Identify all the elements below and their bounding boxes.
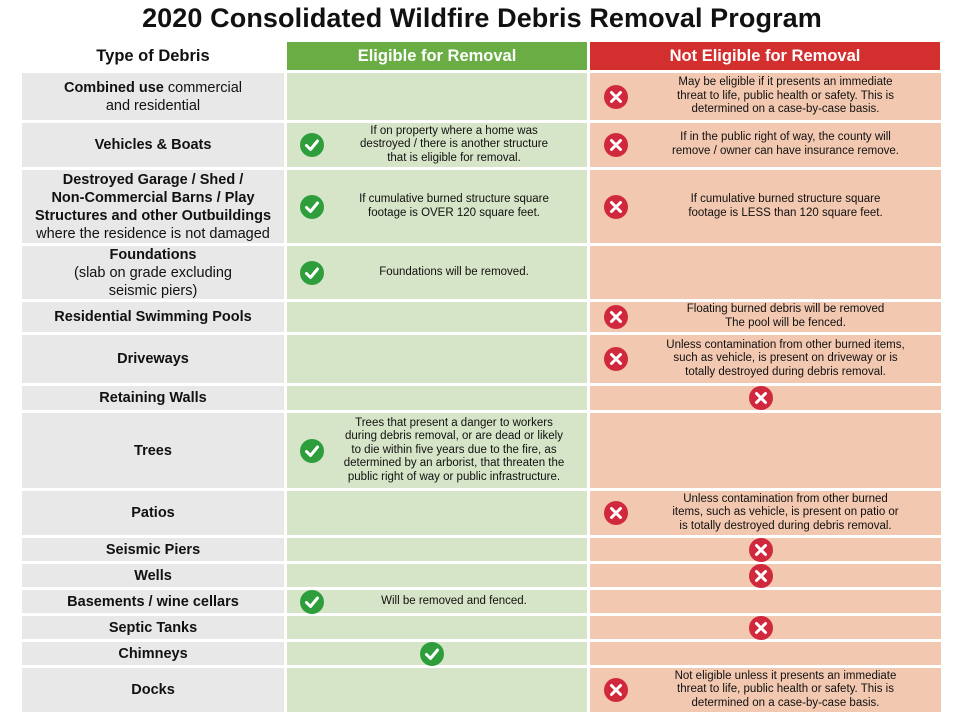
not-eligible-note: Unless contamination from other burned items, such as vehicle, is present on patio or is totally destroyed during debris removal.	[672, 492, 899, 532]
x-circle-icon	[604, 85, 628, 109]
check-circle-icon	[300, 261, 324, 285]
check-circle-icon	[300, 590, 324, 614]
debris-type-detail: where the residence is not damaged	[36, 225, 270, 242]
eligible-note: If cumulative burned structure square footage is OVER 120 square feet.	[359, 192, 549, 219]
not-eligible-cell	[590, 590, 941, 613]
check-circle-icon	[300, 439, 324, 463]
not-eligible-note: May be eligible if it presents an immediate threat to life, public health or safety. This is determined on a case-by-case basis.	[677, 76, 894, 116]
not-eligible-note: Unless contamination from other burned items, such as vehicle, is present on driveway or is totally destroyed during debris removal.	[666, 338, 905, 378]
table-row	[22, 642, 941, 665]
debris-type-label: Destroyed Garage / Shed / Non-Commercial Barns / Play Structures and other Outbuildings	[34, 171, 272, 224]
debris-type-cell	[22, 335, 284, 383]
debris-type-cell	[22, 668, 284, 712]
table-row	[22, 413, 941, 488]
table-row	[22, 668, 941, 712]
table-row	[22, 491, 941, 535]
not-eligible-cell	[590, 302, 941, 332]
debris-type-label: Septic Tanks	[108, 619, 198, 636]
eligible-cell	[287, 413, 587, 488]
debris-type-cell	[22, 590, 284, 613]
not-eligible-cell	[590, 170, 941, 243]
x-circle-icon	[604, 347, 628, 371]
debris-type-label: Driveways	[117, 351, 189, 367]
eligible-note: Will be removed and fenced.	[381, 594, 527, 607]
not-eligible-cell	[590, 386, 941, 410]
x-circle-icon	[604, 678, 628, 702]
eligible-cell	[287, 642, 587, 665]
x-circle-icon	[749, 386, 773, 410]
not-eligible-note: If cumulative burned structure square footage is LESS than 120 square feet.	[688, 192, 883, 219]
eligible-cell	[287, 590, 587, 613]
eligible-cell	[287, 170, 587, 243]
debris-type-label: Docks	[131, 682, 175, 698]
header-type-of-debris: Type of Debris	[22, 42, 284, 70]
eligible-note: If on property where a home was destroyed / there is another structure that is eligible for removal.	[360, 124, 548, 164]
not-eligible-note: Floating burned debris will be removed The pool will be fenced.	[686, 303, 885, 329]
debris-type-cell	[22, 246, 284, 299]
debris-type-detail: commercial and residential	[105, 79, 243, 114]
x-circle-icon	[749, 538, 773, 562]
x-circle-icon	[604, 305, 628, 329]
check-circle-icon	[420, 642, 444, 666]
debris-type-detail: (slab on grade excluding seismic piers)	[74, 264, 232, 299]
table-row	[22, 386, 941, 410]
debris-type-label: Foundations	[109, 246, 197, 263]
header-not-eligible: Not Eligible for Removal	[590, 42, 940, 70]
x-circle-icon	[604, 195, 628, 219]
eligible-cell	[287, 246, 587, 299]
not-eligible-note: Not eligible unless it presents an immediate threat to life, public health or safety. This is determined on a case-by-case basis.	[674, 669, 897, 709]
eligible-cell	[287, 73, 587, 120]
debris-type-label: Wells	[134, 567, 172, 584]
debris-type-cell	[22, 642, 284, 665]
table-row	[22, 73, 941, 120]
debris-type-cell	[22, 564, 284, 587]
not-eligible-cell	[590, 491, 941, 535]
eligible-cell	[287, 616, 587, 639]
not-eligible-cell	[590, 668, 941, 712]
not-eligible-cell	[590, 123, 941, 167]
not-eligible-note: If in the public right of way, the county will remove / owner can have insurance remove.	[672, 131, 899, 157]
not-eligible-cell	[590, 73, 941, 120]
table-row	[22, 564, 941, 587]
debris-type-label: Retaining Walls	[99, 390, 207, 406]
eligible-cell	[287, 123, 587, 167]
x-circle-icon	[604, 501, 628, 525]
table-row	[22, 302, 941, 332]
eligible-cell	[287, 564, 587, 587]
debris-type-cell	[22, 413, 284, 488]
not-eligible-cell	[590, 538, 941, 561]
debris-type-cell	[22, 538, 284, 561]
debris-type-cell	[22, 170, 284, 243]
debris-type-cell	[22, 123, 284, 167]
debris-type-label: Seismic Piers	[105, 541, 201, 558]
eligible-cell	[287, 491, 587, 535]
debris-type-cell	[22, 616, 284, 639]
check-circle-icon	[300, 133, 324, 157]
eligible-note: Trees that present a danger to workers during debris removal, or are dead or likely to die within five years due to the fire, as determined by an arborist, that threaten the public right of way or public infrastructure.	[343, 416, 565, 483]
not-eligible-cell	[590, 564, 941, 587]
not-eligible-cell	[590, 413, 941, 488]
eligible-cell	[287, 538, 587, 561]
not-eligible-cell	[590, 246, 941, 299]
page-title: 2020 Consolidated Wildfire Debris Removal Program	[142, 3, 822, 33]
not-eligible-cell	[590, 642, 941, 665]
debris-type-cell	[22, 386, 284, 410]
table-row	[22, 170, 941, 243]
eligible-cell	[287, 386, 587, 410]
x-circle-icon	[604, 133, 628, 157]
eligible-cell	[287, 668, 587, 712]
check-circle-icon	[300, 195, 324, 219]
debris-type-cell	[22, 491, 284, 535]
eligible-note: Foundations will be removed.	[379, 265, 529, 278]
not-eligible-cell	[590, 335, 941, 383]
not-eligible-cell	[590, 616, 941, 639]
debris-type-label: Combined use	[63, 79, 164, 96]
debris-type-label: Trees	[134, 442, 172, 459]
debris-type-label: Residential Swimming Pools	[54, 309, 252, 325]
eligible-cell	[287, 335, 587, 383]
table-row	[22, 123, 941, 167]
debris-type-label: Basements / wine cellars	[67, 593, 239, 610]
header-eligible: Eligible for Removal	[287, 42, 587, 70]
debris-type-label: Patios	[131, 505, 175, 521]
table-row	[22, 616, 941, 639]
debris-type-label: Vehicles & Boats	[94, 137, 212, 153]
table-row	[22, 335, 941, 383]
table-row	[22, 246, 941, 299]
debris-type-cell	[22, 302, 284, 332]
debris-type-label: Chimneys	[118, 645, 188, 662]
x-circle-icon	[749, 616, 773, 640]
debris-type-cell	[22, 73, 284, 120]
x-circle-icon	[749, 564, 773, 588]
table-row	[22, 590, 941, 613]
eligible-cell	[287, 302, 587, 332]
table-row	[22, 538, 941, 561]
